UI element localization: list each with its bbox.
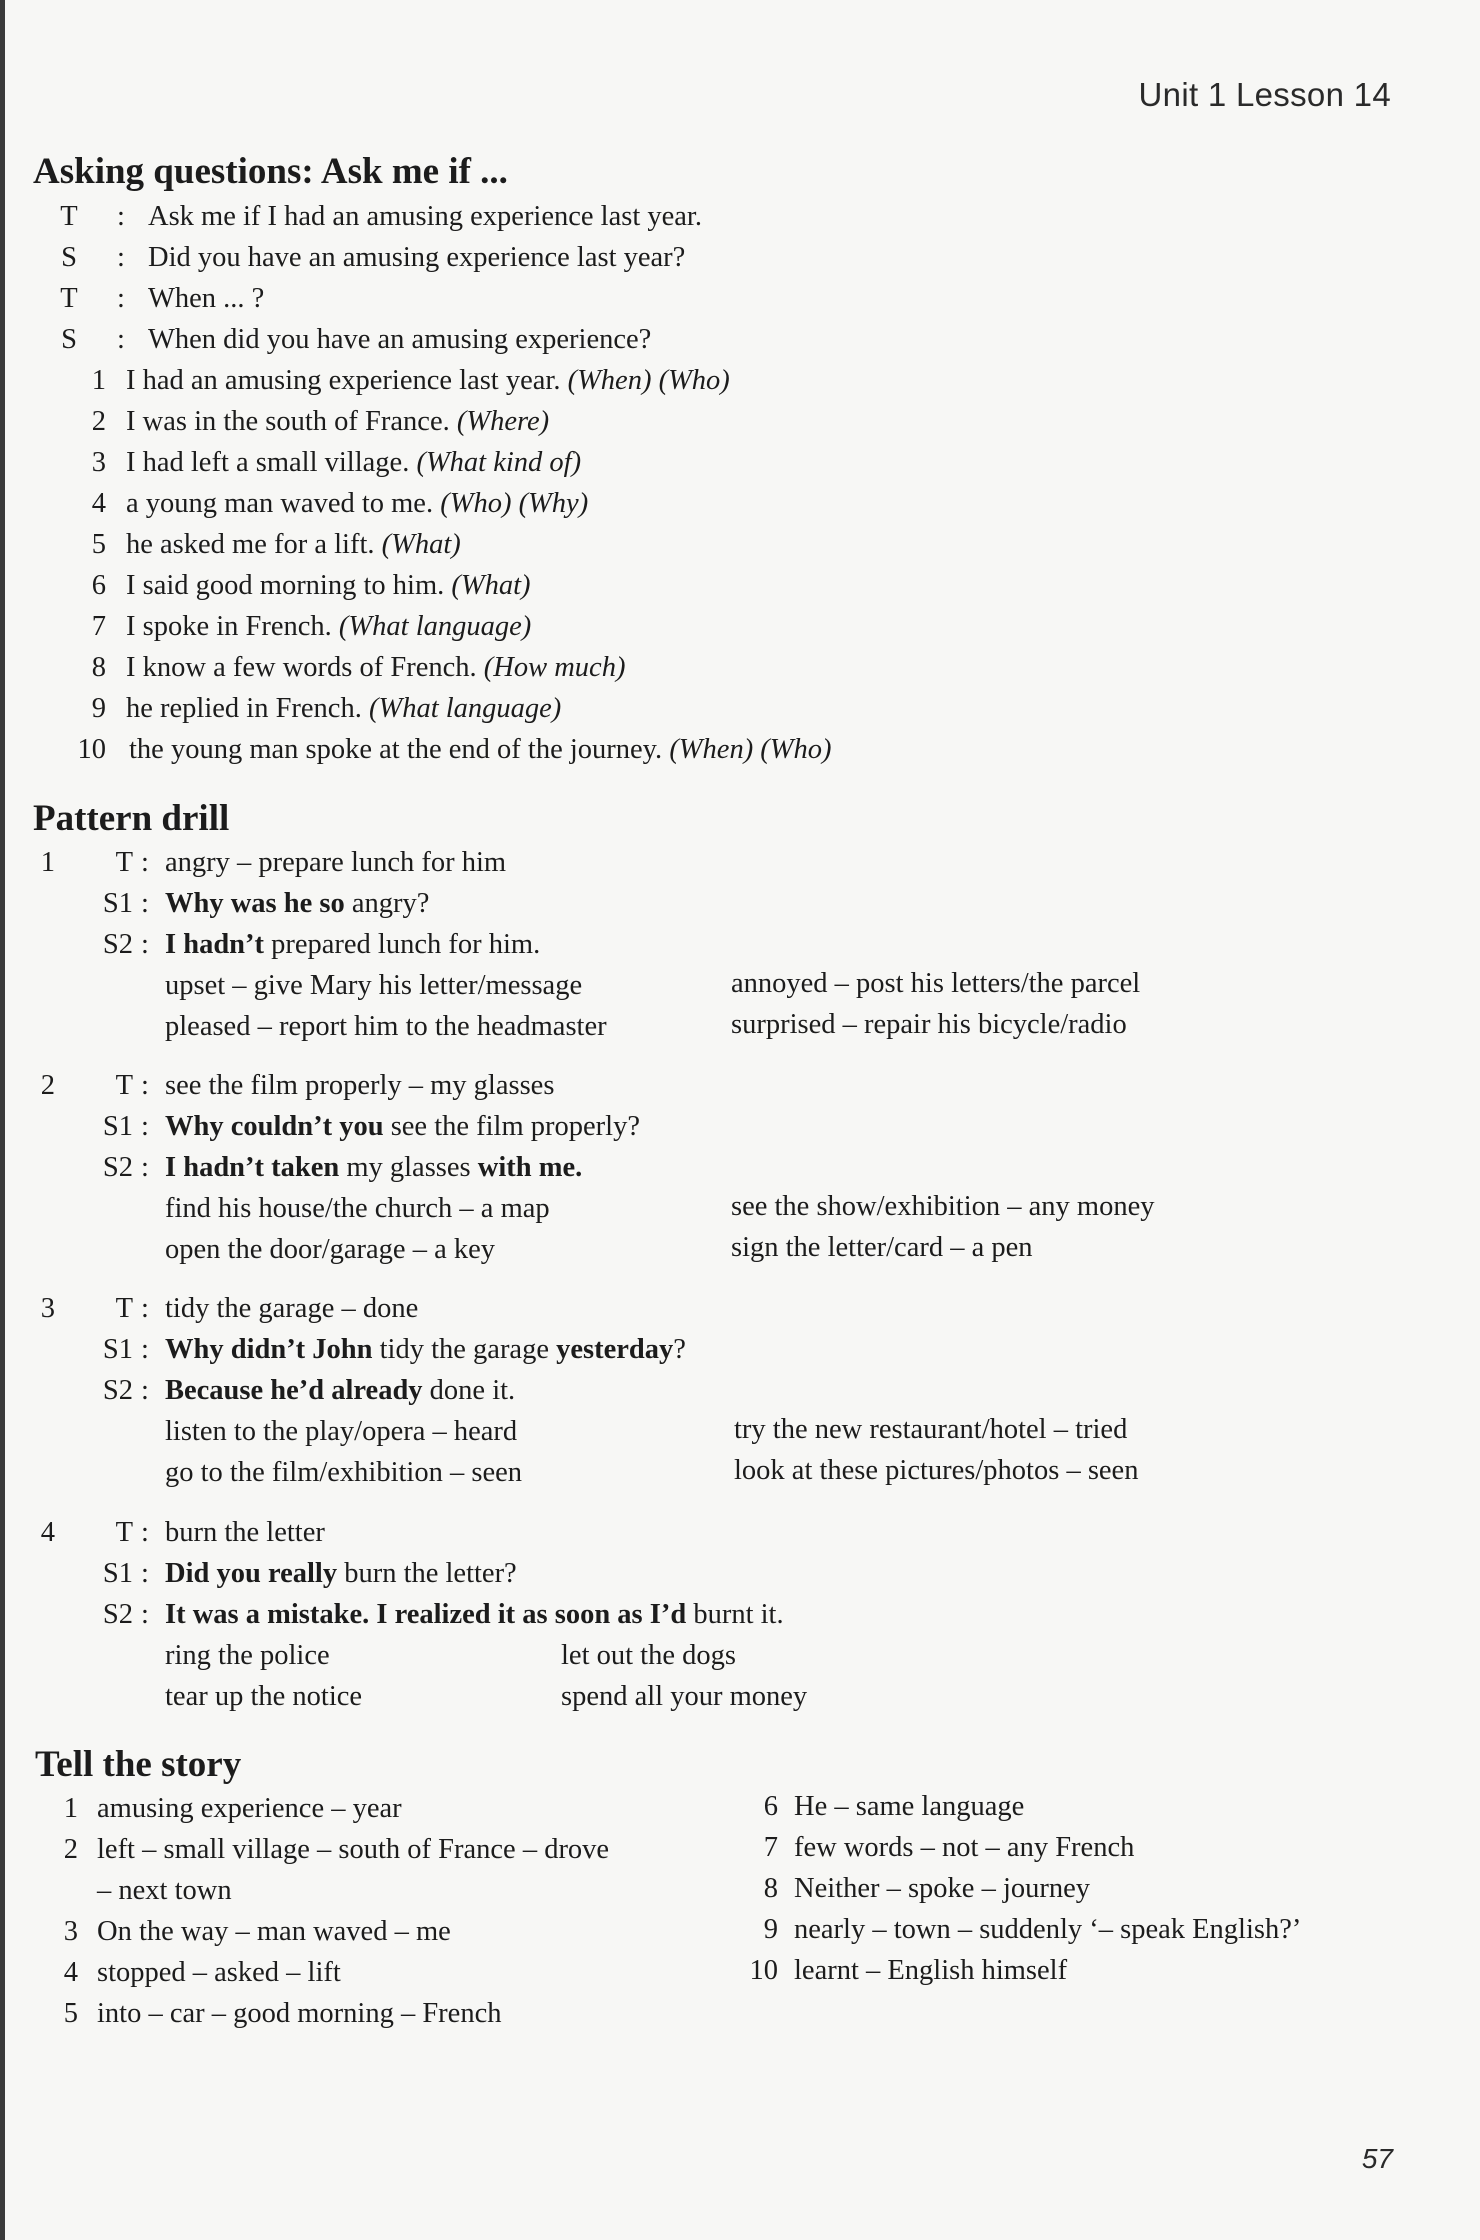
speaker-label: S1 <box>102 1558 133 1589</box>
item-cue: (Who) (Why) <box>440 488 589 519</box>
item-text: Neither – spoke – journey <box>794 1873 1091 1904</box>
emphasis: Why couldn’t you <box>165 1111 384 1142</box>
colon: : <box>141 1375 149 1406</box>
dialogue-line <box>55 196 955 237</box>
item-text: nearly – town – suddenly ‘– speak English?’ <box>794 1914 1302 1945</box>
emphasis: I hadn’t taken <box>165 1152 340 1183</box>
list-item <box>30 360 1030 401</box>
item-text: I had left a small village. <box>126 447 410 478</box>
drill-s2-line <box>33 1147 1233 1188</box>
drill-prompt: see the film properly – my glasses <box>165 1070 555 1101</box>
substitution-row <box>33 1676 1333 1717</box>
substitution-row <box>33 1452 1333 1493</box>
item-text: On the way – man waved – me <box>97 1916 451 1947</box>
drill-s1-line <box>33 1106 1233 1147</box>
speaker-label: S2 <box>102 929 133 960</box>
substitution-row <box>33 1006 1333 1047</box>
response-text: my glasses <box>339 1152 478 1183</box>
response-text: burnt it. <box>686 1599 784 1630</box>
item-number: 10 <box>77 734 106 765</box>
substitution-cue: see the show/exhibition – any money <box>731 1191 1155 1222</box>
colon: : <box>117 242 125 273</box>
substitution-row <box>33 1229 1333 1270</box>
list-item <box>30 606 1030 647</box>
item-number: 6 <box>763 1791 778 1822</box>
response-text: see the film properly? <box>383 1111 640 1142</box>
speaker-label: T <box>60 201 78 232</box>
substitution-cue: listen to the play/opera – heard <box>165 1416 518 1447</box>
substitution-cue: tear up the notice <box>165 1681 363 1712</box>
colon: : <box>141 1070 149 1101</box>
colon: : <box>141 1152 149 1183</box>
response-text: burn the letter? <box>337 1558 517 1589</box>
item-text: learnt – English himself <box>794 1955 1068 1986</box>
drill-s1-line <box>33 1553 1233 1594</box>
list-item <box>30 401 1030 442</box>
list-item <box>30 729 1030 770</box>
speaker-label: S1 <box>102 1111 133 1142</box>
item-number: 3 <box>91 447 106 478</box>
item-text: few words – not – any French <box>794 1832 1135 1863</box>
substitution-cue: go to the film/exhibition – seen <box>165 1457 522 1488</box>
running-head: Unit 1 Lesson 14 <box>1138 76 1391 113</box>
response-text: ? <box>673 1334 686 1365</box>
item-number: 4 <box>91 488 106 519</box>
item-number: 1 <box>91 365 106 396</box>
item-text: into – car – good morning – French <box>97 1998 502 2029</box>
colon: : <box>117 324 125 355</box>
speaker-label: S <box>61 324 77 355</box>
item-cue: (When) (Who) <box>669 734 832 765</box>
drill-teacher-line <box>33 842 1233 883</box>
item-number: 7 <box>91 611 106 642</box>
response-text: done it. <box>422 1375 516 1406</box>
speaker-label: T <box>115 1293 133 1324</box>
dialogue-text: Ask me if I had an amusing experience last year. <box>148 201 702 232</box>
item-number: 6 <box>91 570 106 601</box>
item-text: stopped – asked – lift <box>97 1957 341 1988</box>
story-item <box>40 1829 740 1870</box>
speaker-label: S2 <box>102 1375 133 1406</box>
colon: : <box>141 929 149 960</box>
item-number: 10 <box>749 1955 778 1986</box>
drill-number: 3 <box>40 1293 55 1324</box>
item-text: a young man waved to me. <box>126 488 434 519</box>
item-text: He – same language <box>794 1791 1025 1822</box>
drill-teacher-line <box>33 1065 1233 1106</box>
item-text: he asked me for a lift. <box>126 529 375 560</box>
speaker-label: T <box>115 1517 133 1548</box>
colon: : <box>141 1334 149 1365</box>
section-heading-pattern-drill: Pattern drill <box>33 798 230 839</box>
speaker-label: T <box>115 1070 133 1101</box>
list-item <box>30 524 1030 565</box>
colon: : <box>141 1517 149 1548</box>
emphasis: Did you really <box>165 1558 338 1589</box>
speaker-label: T <box>60 283 78 314</box>
dialogue-line <box>55 278 955 319</box>
substitution-cue: ring the police <box>165 1640 330 1671</box>
drill-prompt: angry – prepare lunch for him <box>165 847 507 878</box>
drill-s1-line <box>33 883 1233 924</box>
drill-prompt: tidy the garage – done <box>165 1293 419 1324</box>
item-number: 2 <box>91 406 106 437</box>
substitution-cue: pleased – report him to the headmaster <box>165 1011 607 1042</box>
page-spine-edge <box>0 0 5 2240</box>
section-heading-tell-the-story: Tell the story <box>35 1744 242 1785</box>
drill-number: 1 <box>40 847 55 878</box>
item-number: 2 <box>63 1834 78 1865</box>
dialogue-text: When ... ? <box>148 283 265 314</box>
response-text: prepared lunch for him. <box>264 929 541 960</box>
story-item <box>40 1993 740 2034</box>
story-item <box>40 1911 740 1952</box>
response-text: tidy the garage <box>372 1334 557 1365</box>
drill-s2-line <box>33 924 1233 965</box>
section-heading-asking-questions: Asking questions: Ask me if ... <box>33 151 508 192</box>
substitution-cue: let out the dogs <box>561 1640 736 1671</box>
item-cue: (Where) <box>456 406 550 437</box>
story-item <box>740 1909 1440 1950</box>
substitution-cue: sign the letter/card – a pen <box>731 1232 1033 1263</box>
story-item <box>740 1786 1440 1827</box>
emphasis: with me. <box>477 1152 583 1183</box>
dialogue-text: Did you have an amusing experience last year? <box>148 242 686 273</box>
item-cue: (What kind of) <box>416 447 582 478</box>
story-item <box>740 1827 1440 1868</box>
item-cue: (How much) <box>483 652 626 683</box>
story-item-continuation <box>40 1870 740 1911</box>
item-number: 5 <box>91 529 106 560</box>
substitution-row <box>33 1635 1333 1676</box>
speaker-label: S1 <box>102 888 133 919</box>
item-text: amusing experience – year <box>97 1793 402 1824</box>
dialogue-line <box>55 319 955 360</box>
story-item <box>740 1950 1440 1991</box>
substitution-cue: spend all your money <box>561 1681 808 1712</box>
substitution-cue: annoyed – post his letters/the parcel <box>731 968 1141 999</box>
dialogue-text: When did you have an amusing experience? <box>148 324 652 355</box>
item-text: I had an amusing experience last year. <box>126 365 561 396</box>
emphasis: Because he’d already <box>165 1375 423 1406</box>
colon: : <box>141 1599 149 1630</box>
item-text: left – small village – south of France – drove <box>97 1834 610 1865</box>
drill-s2-line <box>33 1370 1233 1411</box>
substitution-row <box>33 1188 1333 1229</box>
item-text: I know a few words of French. <box>126 652 477 683</box>
item-number: 5 <box>63 1998 78 2029</box>
drill-s2-line <box>33 1594 1233 1635</box>
colon: : <box>141 1293 149 1324</box>
item-text: he replied in French. <box>126 693 362 724</box>
item-cue: (What language) <box>338 611 532 642</box>
emphasis: Why was he so <box>165 888 345 919</box>
substitution-cue: try the new restaurant/hotel – tried <box>734 1414 1128 1445</box>
item-text: the young man spoke at the end of the journey. <box>129 734 663 765</box>
emphasis: I hadn’t <box>165 929 264 960</box>
item-number: 3 <box>63 1916 78 1947</box>
story-item <box>740 1868 1440 1909</box>
item-number: 8 <box>91 652 106 683</box>
drill-s1-line <box>33 1329 1233 1370</box>
item-text: – next town <box>97 1875 232 1906</box>
substitution-cue: look at these pictures/photos – seen <box>734 1455 1139 1486</box>
list-item <box>30 688 1030 729</box>
colon: : <box>141 888 149 919</box>
item-cue: (What language) <box>368 693 562 724</box>
colon: : <box>141 1558 149 1589</box>
substitution-cue: find his house/the church – a map <box>165 1193 550 1224</box>
drill-teacher-line <box>33 1512 1233 1553</box>
list-item <box>30 647 1030 688</box>
colon: : <box>117 283 125 314</box>
item-text: I spoke in French. <box>126 611 332 642</box>
substitution-row <box>33 1411 1333 1452</box>
drill-prompt: burn the letter <box>165 1517 325 1548</box>
drill-teacher-line <box>33 1288 1233 1329</box>
drill-number: 4 <box>40 1517 55 1548</box>
list-item <box>30 565 1030 606</box>
drill-number: 2 <box>40 1070 55 1101</box>
substitution-row <box>33 965 1333 1006</box>
colon: : <box>117 201 125 232</box>
emphasis: Why didn’t John <box>165 1334 373 1365</box>
substitution-cue: upset – give Mary his letter/message <box>165 970 583 1001</box>
item-text: I said good morning to him. <box>126 570 445 601</box>
list-item <box>30 483 1030 524</box>
colon: : <box>141 847 149 878</box>
item-cue: (What) <box>451 570 531 601</box>
item-number: 1 <box>63 1793 78 1824</box>
substitution-cue: surprised – repair his bicycle/radio <box>731 1009 1127 1040</box>
response-text: angry? <box>344 888 430 919</box>
item-cue: (What) <box>381 529 461 560</box>
colon: : <box>141 1111 149 1142</box>
substitution-cue: open the door/garage – a key <box>165 1234 495 1265</box>
emphasis: yesterday <box>556 1334 674 1365</box>
speaker-label: S2 <box>102 1599 133 1630</box>
speaker-label: T <box>115 847 133 878</box>
item-number: 4 <box>63 1957 78 1988</box>
item-number: 8 <box>763 1873 778 1904</box>
list-item <box>30 442 1030 483</box>
dialogue-line <box>55 237 955 278</box>
speaker-label: S2 <box>102 1152 133 1183</box>
speaker-label: S <box>61 242 77 273</box>
item-cue: (When) (Who) <box>567 365 730 396</box>
emphasis: It was a mistake. I realized it as soon as I’d <box>165 1599 687 1630</box>
story-item <box>40 1952 740 1993</box>
item-number: 9 <box>763 1914 778 1945</box>
item-number: 7 <box>763 1832 778 1863</box>
item-number: 9 <box>91 693 106 724</box>
speaker-label: S1 <box>102 1334 133 1365</box>
page-number: 57 <box>1361 2143 1393 2174</box>
item-text: I was in the south of France. <box>126 406 450 437</box>
story-item <box>40 1788 740 1829</box>
